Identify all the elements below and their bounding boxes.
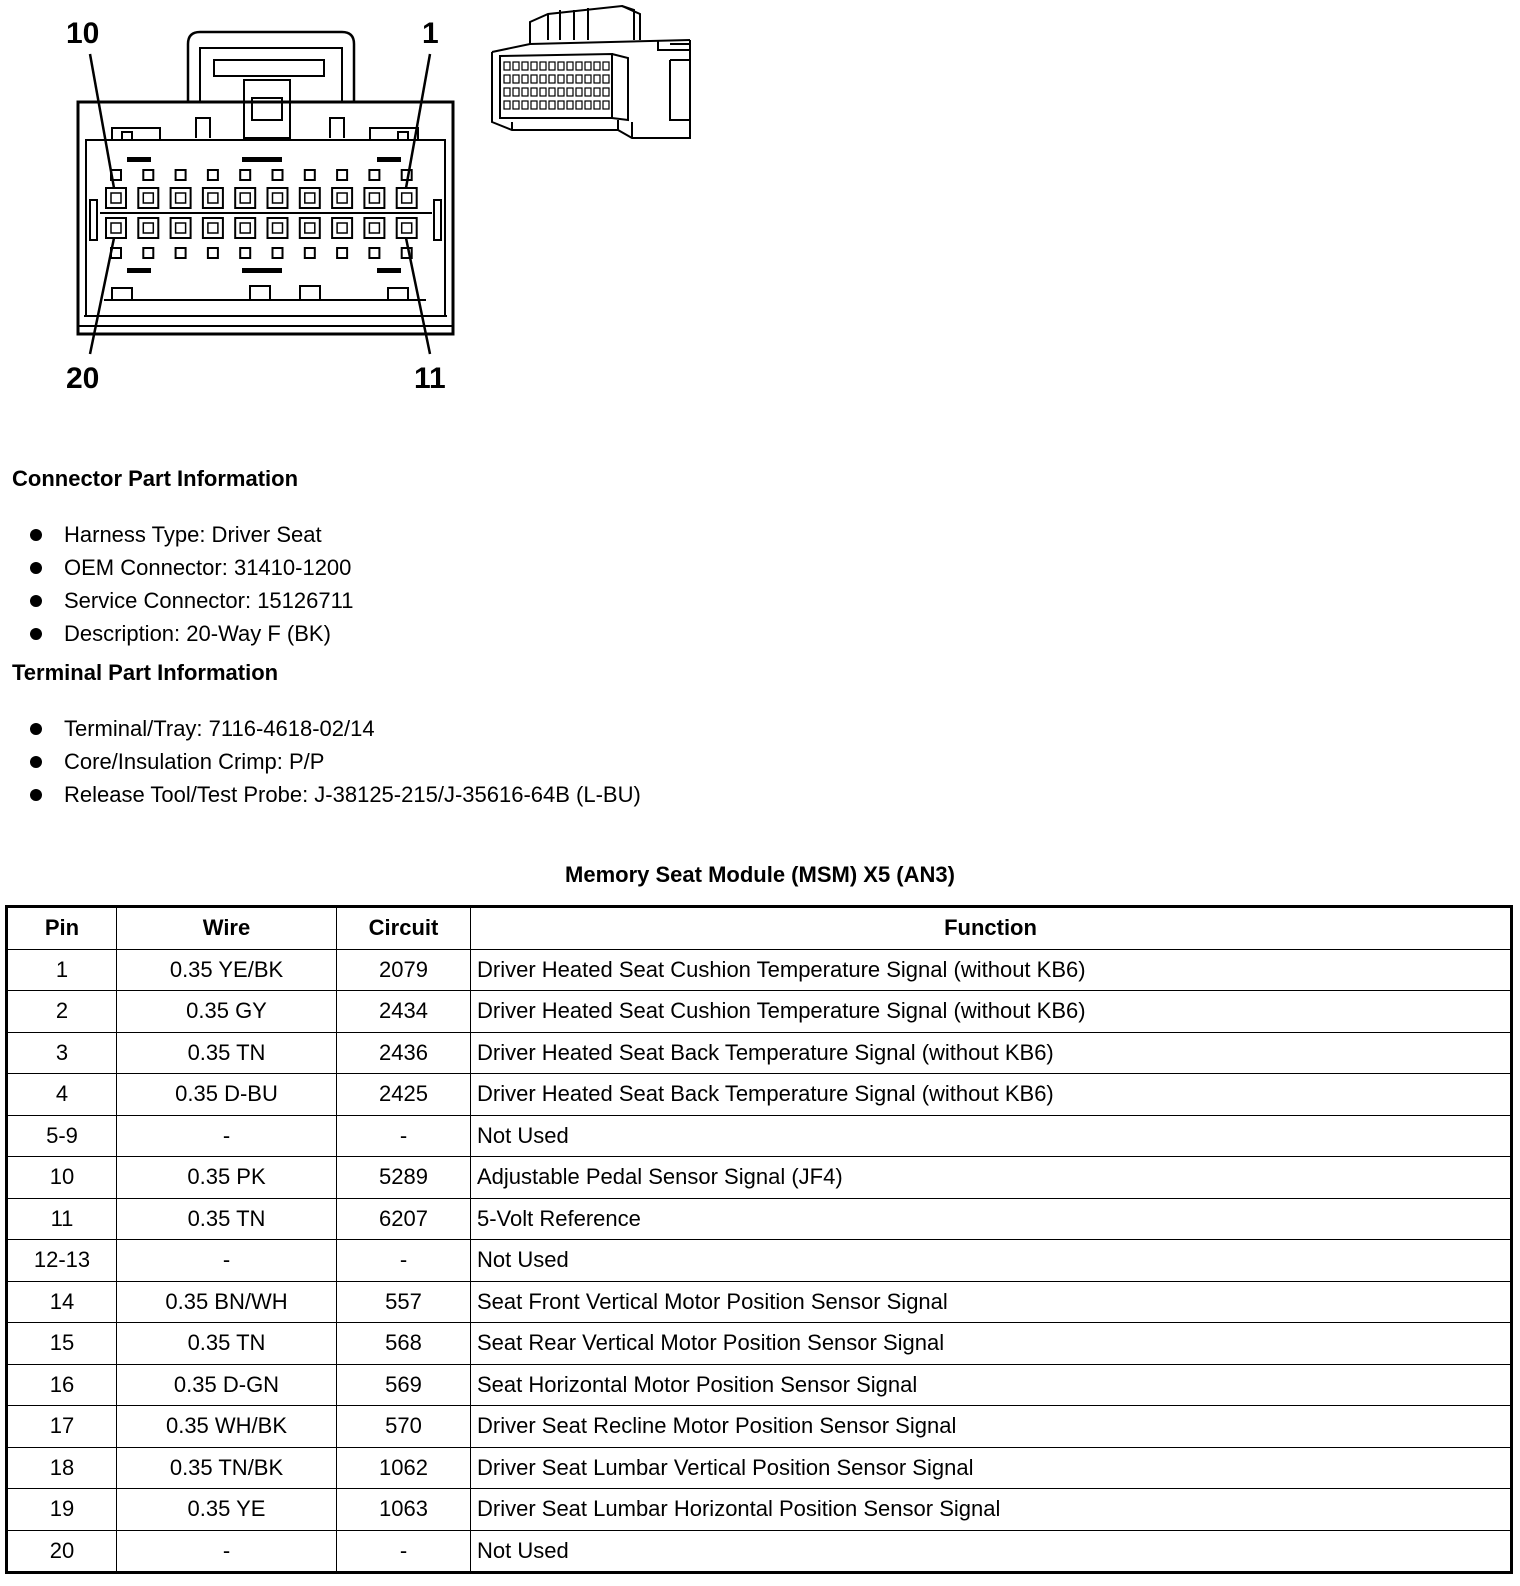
bullet-icon <box>30 529 42 541</box>
cell-wire: - <box>117 1240 337 1282</box>
table-row <box>7 1530 1512 1573</box>
iso-cell <box>513 75 519 83</box>
table-header-row <box>7 907 1512 950</box>
iso-cell <box>531 62 537 70</box>
pin-terminal <box>273 193 283 203</box>
iso-cell <box>522 88 528 96</box>
cell-pin: 3 <box>7 1032 117 1074</box>
cell-circuit: - <box>337 1530 471 1573</box>
pinout-table <box>5 905 1513 1574</box>
pin-window <box>176 248 186 258</box>
iso-cell <box>540 88 546 96</box>
list-item: Description: 20-Way F (BK) <box>28 617 353 650</box>
pin-cavity <box>106 218 126 238</box>
table-row <box>7 1157 1512 1199</box>
table-row <box>7 1032 1512 1074</box>
cell-function: Driver Seat Lumbar Vertical Position Sensor Signal <box>471 1447 1512 1489</box>
list-item: Release Tool/Test Probe: J-38125-215/J-35616-64B (L-BU) <box>28 778 641 811</box>
pin-window <box>369 248 379 258</box>
connector-diagram <box>0 0 760 420</box>
table-row <box>7 1198 1512 1240</box>
iso-cell <box>504 75 510 83</box>
table-row <box>7 1240 1512 1282</box>
table-row <box>7 1406 1512 1448</box>
cell-function: Not Used <box>471 1240 1512 1282</box>
table-row <box>7 949 1512 991</box>
iso-cell <box>585 88 591 96</box>
pin-cavity <box>397 188 417 208</box>
terminal-part-info-list <box>28 712 641 811</box>
bullet-icon <box>30 756 42 768</box>
cell-circuit: 2434 <box>337 991 471 1033</box>
iso-cell <box>576 88 582 96</box>
pin-terminal <box>240 223 250 233</box>
iso-cell <box>567 88 573 96</box>
pin-cavity <box>332 188 352 208</box>
iso-cell <box>504 62 510 70</box>
pin-window <box>143 248 153 258</box>
list-item: Core/Insulation Crimp: P/P <box>28 745 641 778</box>
table-row <box>7 991 1512 1033</box>
iso-cell <box>513 101 519 109</box>
pin-window <box>305 248 315 258</box>
cell-function: Driver Heated Seat Cushion Temperature Signal (without KB6) <box>471 991 1512 1033</box>
iso-cell <box>504 101 510 109</box>
table-row <box>7 1074 1512 1116</box>
cell-function: Driver Seat Recline Motor Position Sensor Signal <box>471 1406 1512 1448</box>
cell-circuit: 557 <box>337 1281 471 1323</box>
pin-cavity <box>235 188 255 208</box>
iso-cell <box>531 75 537 83</box>
cell-function: Driver Heated Seat Back Temperature Signal (without KB6) <box>471 1032 1512 1074</box>
cell-circuit: - <box>337 1240 471 1282</box>
iso-cell <box>540 101 546 109</box>
cell-wire: 0.35 D-GN <box>117 1364 337 1406</box>
cell-wire: 0.35 PK <box>117 1157 337 1199</box>
iso-cell <box>567 101 573 109</box>
bullet-icon <box>30 628 42 640</box>
pin-terminal <box>240 193 250 203</box>
pin-window <box>208 248 218 258</box>
cell-pin: 5-9 <box>7 1115 117 1157</box>
table-row <box>7 1447 1512 1489</box>
list-item: OEM Connector: 31410-1200 <box>28 551 353 584</box>
pin-cavity <box>106 188 126 208</box>
cell-wire: 0.35 D-BU <box>117 1074 337 1116</box>
connector-part-info-list <box>28 518 353 650</box>
cell-pin: 20 <box>7 1530 117 1573</box>
iso-cell <box>549 88 555 96</box>
cell-wire: 0.35 BN/WH <box>117 1281 337 1323</box>
table-row <box>7 1364 1512 1406</box>
cell-pin: 2 <box>7 991 117 1033</box>
cell-function: Not Used <box>471 1115 1512 1157</box>
pin-label-20: 20 <box>66 362 100 395</box>
pin-label-1: 1 <box>422 17 439 50</box>
cell-pin: 11 <box>7 1198 117 1240</box>
pin-cavity <box>300 218 320 238</box>
pin-window <box>176 170 186 180</box>
cell-circuit: 2079 <box>337 949 471 991</box>
pin-cavity <box>235 218 255 238</box>
column-header-pin: Pin <box>7 907 117 950</box>
pin-window <box>273 170 283 180</box>
iso-cell <box>585 75 591 83</box>
pin-cavity <box>300 188 320 208</box>
pin-terminal <box>369 193 379 203</box>
cell-wire: 0.35 YE <box>117 1489 337 1531</box>
iso-cell <box>603 75 609 83</box>
pin-terminal <box>111 223 121 233</box>
pin-terminal <box>176 223 186 233</box>
iso-cell <box>576 101 582 109</box>
pin-window <box>337 248 347 258</box>
cell-circuit: 568 <box>337 1323 471 1365</box>
pin-window <box>273 248 283 258</box>
column-header-wire: Wire <box>117 907 337 950</box>
bullet-icon <box>30 562 42 574</box>
iso-cell <box>594 88 600 96</box>
list-item: Harness Type: Driver Seat <box>28 518 353 551</box>
cell-function: Driver Seat Lumbar Horizontal Position Sensor Signal <box>471 1489 1512 1531</box>
pin-cavity <box>138 218 158 238</box>
iso-cell <box>513 88 519 96</box>
iso-cell <box>531 101 537 109</box>
iso-cell <box>576 62 582 70</box>
iso-pin-cells <box>504 62 609 109</box>
cell-circuit: - <box>337 1115 471 1157</box>
iso-cell <box>558 88 564 96</box>
cell-circuit: 1063 <box>337 1489 471 1531</box>
pin-terminal <box>402 223 412 233</box>
list-item: Service Connector: 15126711 <box>28 584 353 617</box>
cell-function: 5-Volt Reference <box>471 1198 1512 1240</box>
connector-face-view <box>78 32 453 334</box>
pin-cavity <box>332 218 352 238</box>
cell-function: Driver Heated Seat Back Temperature Signal (without KB6) <box>471 1074 1512 1116</box>
cell-wire: - <box>117 1530 337 1573</box>
table-caption: Memory Seat Module (MSM) X5 (AN3) <box>565 862 955 887</box>
cell-pin: 12-13 <box>7 1240 117 1282</box>
pin-cavity <box>203 218 223 238</box>
pin-terminal <box>402 193 412 203</box>
cell-circuit: 2436 <box>337 1032 471 1074</box>
pin-cavity <box>268 218 288 238</box>
pin-cavity <box>171 218 191 238</box>
iso-cell <box>504 88 510 96</box>
cell-wire: 0.35 WH/BK <box>117 1406 337 1448</box>
cell-circuit: 6207 <box>337 1198 471 1240</box>
iso-cell <box>567 62 573 70</box>
terminal-part-info-title: Terminal Part Information <box>12 660 279 685</box>
pin-window <box>208 170 218 180</box>
cell-pin: 18 <box>7 1447 117 1489</box>
table-row <box>7 1115 1512 1157</box>
pin-cavity <box>171 188 191 208</box>
pin-window <box>337 170 347 180</box>
pin-window <box>143 170 153 180</box>
pin-terminal <box>143 193 153 203</box>
iso-cell <box>522 101 528 109</box>
bullet-icon <box>30 723 42 735</box>
pin-cavity <box>364 188 384 208</box>
table-row <box>7 1323 1512 1365</box>
cell-pin: 17 <box>7 1406 117 1448</box>
iso-cell <box>558 101 564 109</box>
pin-terminal <box>273 223 283 233</box>
pin-cavity-grid <box>100 170 432 258</box>
cell-wire: - <box>117 1115 337 1157</box>
pin-cavity <box>203 188 223 208</box>
cell-wire: 0.35 TN <box>117 1198 337 1240</box>
cell-pin: 14 <box>7 1281 117 1323</box>
cell-pin: 4 <box>7 1074 117 1116</box>
iso-cell <box>585 62 591 70</box>
iso-cell <box>540 75 546 83</box>
iso-cell <box>603 88 609 96</box>
pin-terminal <box>208 223 218 233</box>
pin-window <box>240 248 250 258</box>
cell-function: Adjustable Pedal Sensor Signal (JF4) <box>471 1157 1512 1199</box>
pin-terminal <box>176 193 186 203</box>
cell-pin: 10 <box>7 1157 117 1199</box>
iso-cell <box>558 75 564 83</box>
cell-pin: 1 <box>7 949 117 991</box>
pin-terminal <box>143 223 153 233</box>
iso-cell <box>594 62 600 70</box>
cell-circuit: 5289 <box>337 1157 471 1199</box>
iso-cell <box>594 75 600 83</box>
iso-cell <box>549 62 555 70</box>
cell-circuit: 569 <box>337 1364 471 1406</box>
pin-terminal <box>337 193 347 203</box>
cell-pin: 15 <box>7 1323 117 1365</box>
bullet-icon <box>30 595 42 607</box>
pin-terminal <box>305 223 315 233</box>
cell-function: Seat Rear Vertical Motor Position Sensor Signal <box>471 1323 1512 1365</box>
pin-window <box>369 170 379 180</box>
cell-wire: 0.35 GY <box>117 991 337 1033</box>
pin-terminal <box>369 223 379 233</box>
cell-circuit: 570 <box>337 1406 471 1448</box>
iso-cell <box>522 75 528 83</box>
table-row <box>7 1281 1512 1323</box>
pin-terminal <box>208 193 218 203</box>
pin-cavity <box>364 218 384 238</box>
cell-wire: 0.35 TN/BK <box>117 1447 337 1489</box>
column-header-circuit: Circuit <box>337 907 471 950</box>
cell-circuit: 2425 <box>337 1074 471 1116</box>
cell-wire: 0.35 YE/BK <box>117 949 337 991</box>
cell-circuit: 1062 <box>337 1447 471 1489</box>
iso-cell <box>522 62 528 70</box>
pin-cavity <box>268 188 288 208</box>
iso-cell <box>513 62 519 70</box>
iso-cell <box>576 75 582 83</box>
iso-cell <box>558 62 564 70</box>
cell-pin: 16 <box>7 1364 117 1406</box>
iso-cell <box>594 101 600 109</box>
cell-wire: 0.35 TN <box>117 1323 337 1365</box>
pin-window <box>305 170 315 180</box>
table-row <box>7 1489 1512 1531</box>
cell-function: Not Used <box>471 1530 1512 1573</box>
iso-cell <box>603 101 609 109</box>
connector-part-info-title: Connector Part Information <box>12 466 299 491</box>
cell-function: Driver Heated Seat Cushion Temperature Signal (without KB6) <box>471 949 1512 991</box>
column-header-function: Function <box>471 907 1512 950</box>
pin-cavity <box>397 218 417 238</box>
iso-cell <box>549 75 555 83</box>
bullet-icon <box>30 789 42 801</box>
cell-pin: 19 <box>7 1489 117 1531</box>
list-item: Terminal/Tray: 7116-4618-02/14 <box>28 712 641 745</box>
iso-cell <box>567 75 573 83</box>
cell-function: Seat Horizontal Motor Position Sensor Signal <box>471 1364 1512 1406</box>
iso-cell <box>540 62 546 70</box>
pin-label-10: 10 <box>66 17 100 50</box>
pin-terminal <box>337 223 347 233</box>
pin-label-11: 11 <box>414 362 446 395</box>
pin-terminal <box>111 193 121 203</box>
iso-cell <box>585 101 591 109</box>
pin-terminal <box>305 193 315 203</box>
iso-cell <box>531 88 537 96</box>
pin-cavity <box>138 188 158 208</box>
iso-cell <box>603 62 609 70</box>
cell-wire: 0.35 TN <box>117 1032 337 1074</box>
connector-iso-view <box>492 6 690 138</box>
iso-cell <box>549 101 555 109</box>
pin-window <box>240 170 250 180</box>
cell-function: Seat Front Vertical Motor Position Sensor Signal <box>471 1281 1512 1323</box>
